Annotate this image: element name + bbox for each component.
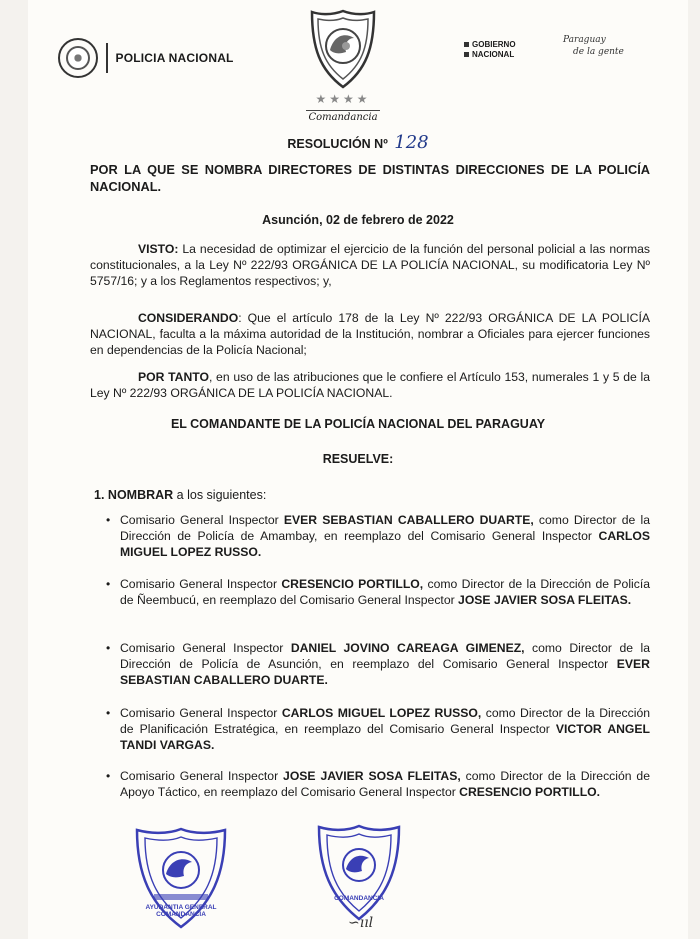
article-1 (94, 487, 266, 503)
considerando-paragraph (90, 310, 650, 358)
item-detail: como Director de la Dirección de Planificación Estratégica, en reemplazo del Comisario General Inspector (120, 706, 650, 736)
visto-label: VISTO: (138, 242, 179, 256)
resuelve-heading: RESUELVE: (322, 452, 394, 466)
article-1-number: 1. (94, 488, 105, 502)
gov-line-1: GOBIERNO (472, 40, 516, 49)
item-replaced: CRESENCIO PORTILLO. (459, 785, 601, 799)
script-line-2: de la gente (573, 47, 624, 57)
item-rank: Comisario General Inspector (120, 641, 291, 655)
item-rank: Comisario General Inspector (120, 513, 284, 527)
item-detail: como Director de la Dirección de Apoyo Táctico, en reemplazo del Comisario General Inspector (120, 769, 650, 799)
item-replaced: CARLOS MIGUEL LOPEZ RUSSO. (120, 529, 650, 559)
document-date: Asunción, 02 de febrero de 2022 (262, 213, 454, 227)
item-appointee: JOSE JAVIER SOSA FLEITAS, (283, 769, 461, 783)
portanto-text: , en uso de las atribuciones que le confiere el Artículo 153, numerales 1 y 5 de la Ley Nº 222/93 ORGÁNICA DE LA POLICÍA NACIONAL. (90, 370, 650, 400)
item-detail: como Director de la Dirección de Policía de Ñeembucú, en reemplazo del Comisario General Inspector (120, 577, 650, 607)
article-1-rest: a los siguientes: (173, 488, 267, 502)
item-replaced: EVER SEBASTIAN CABALLERO DUARTE. (120, 657, 650, 687)
header-divider (106, 43, 108, 73)
visto-paragraph (90, 241, 650, 289)
document-title: POR LA QUE SE NOMBRA DIRECTORES DE DISTINTAS DIRECCIONES DE LA POLICÍA NACIONAL. (90, 162, 650, 194)
item-rank: Comisario General Inspector (120, 769, 284, 783)
item-rank: Comisario General Inspector (120, 706, 282, 720)
portanto-paragraph (90, 369, 650, 401)
signature: ∽ııl (348, 915, 374, 931)
list-item (120, 705, 650, 753)
item-replaced: VICTOR ANGEL TANDI VARGAS. (120, 722, 650, 752)
stamp-right-icon (315, 823, 403, 923)
resolution-number: 128 (394, 132, 429, 153)
comandancia-label: Comandancia (306, 110, 380, 123)
list-item (120, 512, 650, 560)
visto-text: La necesidad de optimizar el ejercicio de la función del personal policial a las normas constitucionales, a la Ley Nº 222/93 ORGÁNICA DE LA POLICÍA NACIONAL, su modificatoria Ley Nº 5757/16; y a los Reglamentos respectivos; y, (90, 242, 650, 288)
resolution-label: RESOLUCIÓN Nº (287, 137, 388, 151)
national-seal-icon (58, 38, 98, 78)
article-1-verb: NOMBRAR (107, 488, 174, 502)
item-appointee: CRESENCIO PORTILLO, (281, 577, 424, 591)
comandancia-stamp (315, 823, 403, 923)
paraguay-script-logo (563, 34, 624, 58)
police-badge-logo (300, 8, 386, 123)
list-item (120, 768, 650, 800)
portanto-label: POR TANTO (138, 370, 209, 384)
considerando-text: : Que el artículo 178 de la Ley Nº 222/93 ORGÁNICA DE LA POLICÍA NACIONAL, faculta a la máxima autoridad de la Institución, nombrar a Oficiales para ejercer funciones en dependencias de la Policía Nacional; (90, 311, 650, 357)
item-detail: como Director de la Dirección de Policía de Amambay, en reemplazo del Comisario General Inspector (120, 513, 650, 543)
item-appointee: DANIEL JOVINO CAREAGA GIMENEZ, (290, 641, 525, 655)
comandante-heading: EL COMANDANTE DE LA POLICÍA NACIONAL DEL PARAGUAY (170, 417, 546, 431)
considerando-label: CONSIDERANDO (138, 311, 239, 325)
stars: ★★★★ (315, 92, 371, 106)
resolution-heading (28, 132, 688, 153)
script-line-1: Paraguay (563, 35, 606, 45)
stamp-left-text: AYUDANTIA GENERAL COMANDANCIA (145, 904, 217, 918)
ayudantia-stamp (132, 826, 230, 930)
header-left (58, 38, 234, 78)
stamp-right-text: COMANDANCIA (334, 895, 384, 902)
brand-name: POLICIA NACIONAL (115, 51, 234, 65)
list-item (120, 640, 650, 688)
item-appointee: CARLOS MIGUEL LOPEZ RUSSO, (281, 706, 482, 720)
item-replaced: JOSE JAVIER SOSA FLEITAS. (458, 593, 632, 607)
header-government (464, 40, 516, 60)
gov-line-2: NACIONAL (472, 50, 515, 59)
document-page (28, 0, 688, 939)
item-appointee: EVER SEBASTIAN CABALLERO DUARTE, (283, 513, 534, 527)
item-detail: como Director de la Dirección de Policía de Asunción, en reemplazo del Comisario General Inspector (120, 641, 650, 671)
item-rank: Comisario General Inspector (120, 577, 282, 591)
police-badge-icon (308, 8, 378, 90)
list-item (120, 576, 650, 608)
